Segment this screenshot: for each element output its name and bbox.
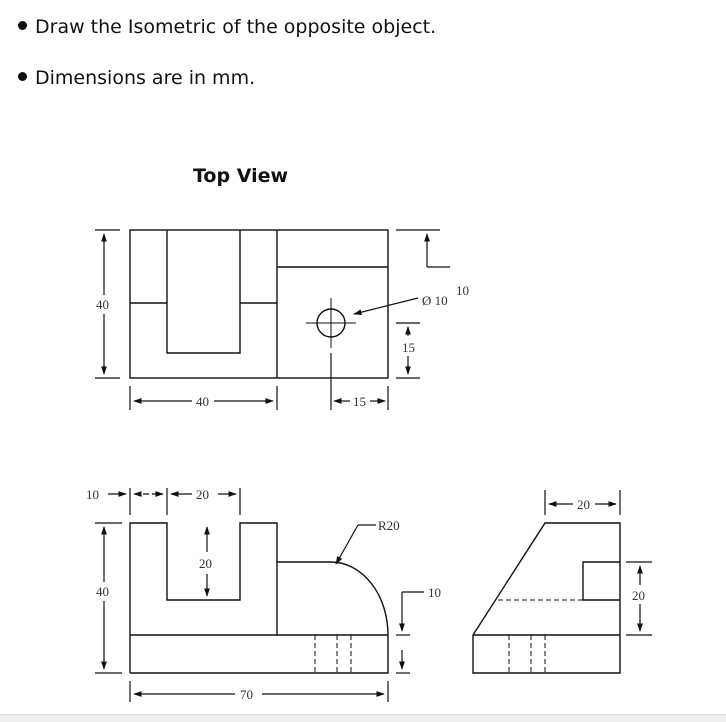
front-view-base — [130, 635, 388, 673]
top-view-outline — [130, 230, 388, 378]
instruction-1-text: Draw the Isometric of the opposite object. — [35, 16, 437, 38]
dim-text-40-width: 40 — [196, 394, 209, 409]
instruction-2-text: Dimensions are in mm. — [35, 67, 256, 89]
dim-text-20-slot: 20 — [199, 556, 212, 571]
dim-text-20-side-right: 20 — [632, 588, 645, 603]
dim-text-r20: R20 — [378, 518, 400, 533]
top-view — [130, 230, 418, 378]
dim-text-40-top: 40 — [96, 297, 109, 312]
front-view — [130, 523, 388, 673]
dim-text-70: 70 — [240, 687, 253, 702]
dim-text-10-right: 10 — [456, 283, 469, 298]
top-view-title: Top View — [193, 165, 289, 187]
dim-text-diameter: Ø 10 — [422, 293, 448, 308]
side-view-outline — [473, 523, 620, 673]
front-view-arc — [331, 562, 388, 635]
dim-text-20-top: 20 — [196, 487, 209, 502]
r20-leader — [336, 525, 358, 564]
dim-text-10-front: 10 — [86, 487, 99, 502]
dim-text-15-right: 15 — [402, 340, 415, 355]
dim-text-10-front-right: 10 — [428, 585, 441, 600]
side-view-step — [583, 562, 620, 600]
dim-text-40-front: 40 — [96, 584, 109, 599]
side-view — [473, 523, 620, 673]
front-view-profile — [130, 523, 331, 673]
dim-text-20-side-top: 20 — [577, 497, 590, 512]
top-view-slot — [167, 230, 240, 353]
dim-text-15: 15 — [353, 394, 366, 409]
hole-leader-line — [354, 298, 418, 314]
